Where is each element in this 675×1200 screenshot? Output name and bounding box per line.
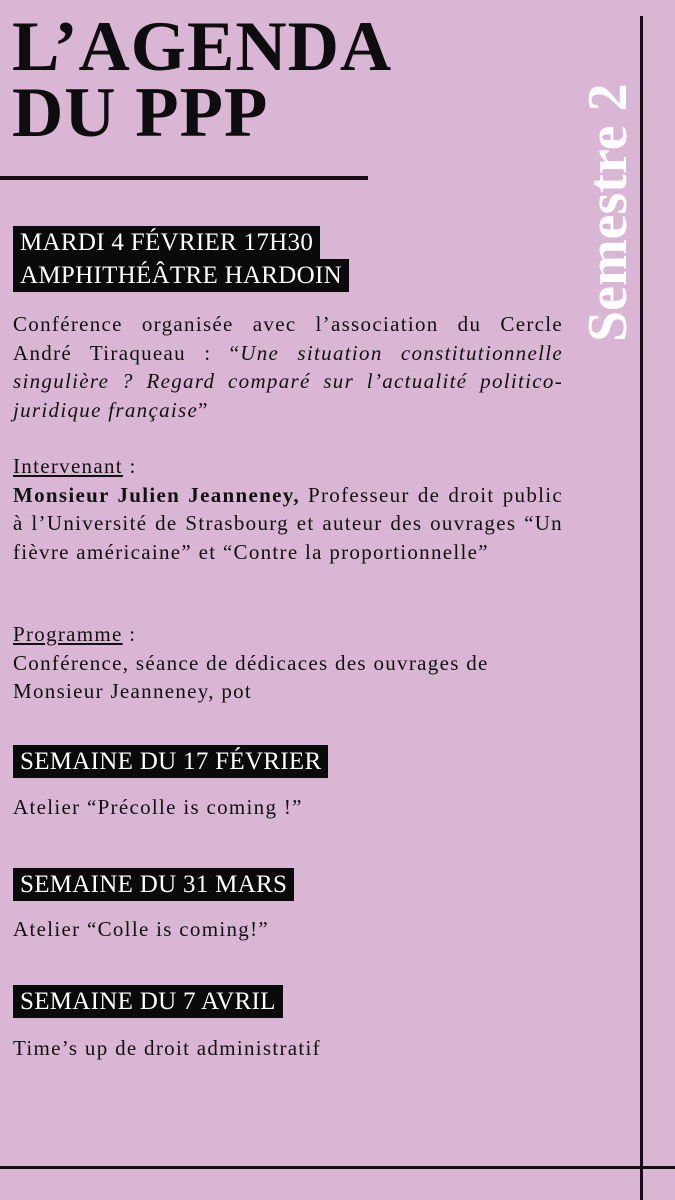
speaker-name: Monsieur Julien Jeanneney, xyxy=(13,482,300,507)
event-2-body xyxy=(13,793,563,822)
title-line-2: DU PPP xyxy=(12,74,269,152)
event-1-description xyxy=(13,310,563,424)
event-4-text: Time’s up de droit administratif xyxy=(13,1036,321,1060)
speaker-label: Intervenant xyxy=(13,454,123,478)
event-2-text: Atelier “Précolle is coming !” xyxy=(13,795,303,819)
speaker-bio: Professeur de droit public à l’Université de Strasbourg et auteur des ouvrages “Un fièvre américaine” et “Contre la proportionnelle” xyxy=(13,482,564,564)
event-3-body xyxy=(13,915,563,944)
program-text: Conférence, séance de dédicaces des ouvrages de Monsieur Jeanneney, pot xyxy=(13,650,489,703)
event-2 xyxy=(13,745,563,778)
title-line-1: L’AGENDA xyxy=(12,8,393,86)
page-title xyxy=(12,8,393,152)
event-3-text: Atelier “Colle is coming!” xyxy=(13,917,269,941)
event-1-desc-suffix: ” xyxy=(198,397,209,422)
event-2-heading: SEMAINE DU 17 FÉVRIER xyxy=(13,745,328,778)
event-3 xyxy=(13,868,563,901)
event-3-heading: SEMAINE DU 31 MARS xyxy=(13,868,294,901)
bottom-divider xyxy=(0,1166,675,1169)
semester-label: Semestre 2 xyxy=(577,83,639,342)
vertical-divider xyxy=(640,16,643,1200)
title-divider xyxy=(0,176,368,180)
event-1-date: MARDI 4 FÉVRIER 17H30 xyxy=(13,226,320,259)
program-label: Programme xyxy=(13,622,123,646)
event-1-speaker xyxy=(13,452,563,566)
event-1-place: AMPHITHÉÂTRE HARDOIN xyxy=(13,259,349,292)
event-1-desc-title: Une situation constitutionnelle singulière ? Regard comparé sur l’actualité politico-juridique française xyxy=(13,340,563,422)
event-1-desc-prefix: Conférence organisée avec l’association du Cercle André Tiraqueau : “ xyxy=(13,312,563,365)
event-1 xyxy=(13,226,563,292)
event-4 xyxy=(13,985,563,1018)
program-colon: : xyxy=(122,622,137,646)
event-4-body xyxy=(13,1034,563,1063)
speaker-colon: : xyxy=(122,454,137,478)
event-1-program xyxy=(13,620,563,706)
event-4-heading: SEMAINE DU 7 AVRIL xyxy=(13,985,283,1018)
